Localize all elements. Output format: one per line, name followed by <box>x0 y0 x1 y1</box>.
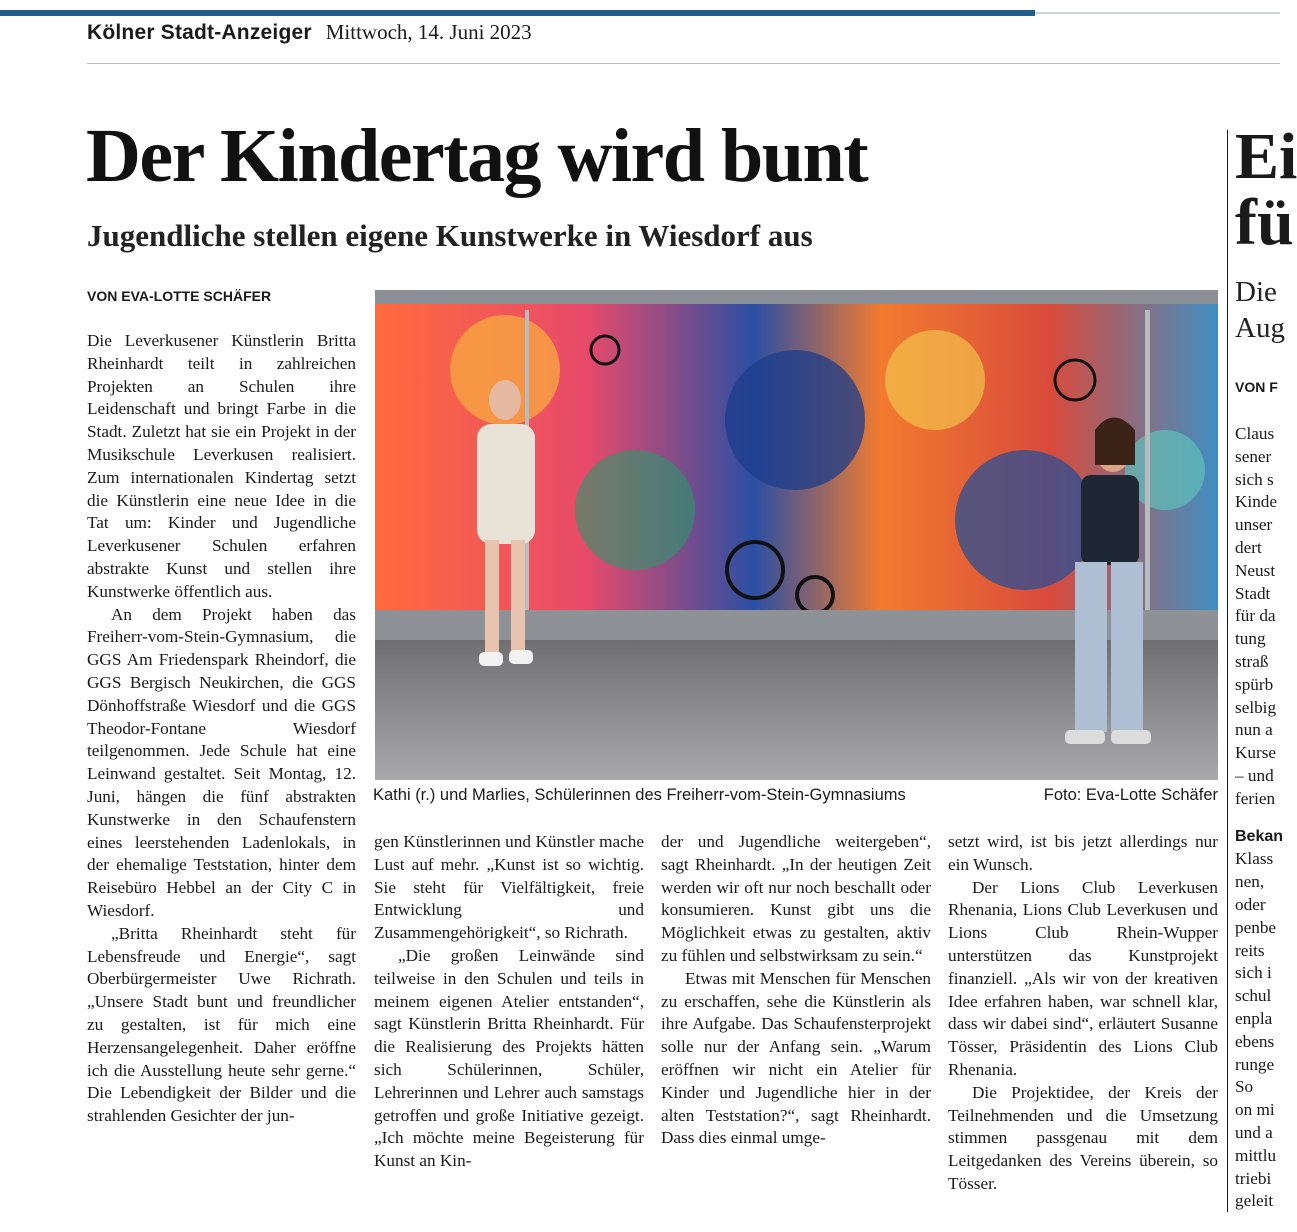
photo-credit: Foto: Eva-Lotte Schäfer <box>1043 786 1218 804</box>
article-column-1 <box>87 330 356 1128</box>
adjacent-body-line: Neust <box>1235 560 1276 580</box>
paragraph: gen Künstlerinnen und Künstler mache Lust auf mehr. „Kunst ist so wichtig. Sie steht für Vielfältigkeit, freie Entwicklung und Zusammengehörigkeit“, so Richrath. <box>374 832 644 943</box>
adjacent-headline-line: fü <box>1235 186 1294 259</box>
adjacent-body-line: spürb <box>1235 674 1274 694</box>
adjacent-spacer <box>1235 811 1280 826</box>
article-column-3 <box>661 831 931 1150</box>
paragraph: „Britta Rheinhardt steht für Lebensfreude und Energie“, sagt Oberbürgermeister Uwe Richrath. „Unsere Stadt bunt und freundlicher zu gestalten, ist für mich eine Herzensangelegenheit. Daher eröffne ich die Ausstellung heute sehr gerne.“ Die Lebendigkeit der Bilder und die strahlenden Gesichter der jun- <box>87 923 356 1126</box>
column-separator <box>1227 130 1228 1212</box>
adjacent-body-line: triebi <box>1235 1168 1272 1188</box>
issue-date: Mittwoch, 14. Juni 2023 <box>325 20 532 44</box>
paragraph: Der Lions Club Leverkusen Rhenania, Lions Club Leverkusen und Lions Club Rhein-Wupper unterstützen das Kunstprojekt finanziell. „Als wir von der kreativen Idee erfahren haben, war schnell klar, dass wir dabei sind“, erläutert Susanne Tösser, Präsidentin des Lions Club Rhenania. <box>948 877 1218 1079</box>
adjacent-deck <box>1235 274 1285 346</box>
article-headline: Der Kindertag wird bunt <box>86 114 868 198</box>
adjacent-headline <box>1235 120 1297 259</box>
paragraph: „Die großen Leinwände sind teilweise in den Schulen und teils in meinem eigenen Atelier entstanden“, sagt Künstlerin Britta Rheinhardt. Für die Realisierung des Projekts hätten sich Schülerinnen, Schüler, Lehrerinnen und Lehrer auch samstags getroffen und große Initiative gezeigt. „Ich möchte meine Begeisterung für Kunst an Kin- <box>374 945 644 1171</box>
photo-caption: Kathi (r.) und Marlies, Schülerinnen des Freiherr-vom-Stein-Gymnasiums <box>373 786 906 804</box>
masthead <box>87 20 532 50</box>
adjacent-body <box>1235 423 1284 1213</box>
adjacent-body-line: mittlu <box>1235 1145 1277 1165</box>
adjacent-body-line: – und <box>1235 765 1274 785</box>
adjacent-body-line: reits <box>1235 940 1265 960</box>
adjacent-body-line: on mi <box>1235 1100 1275 1120</box>
article-column-2 <box>374 831 644 1173</box>
adjacent-body-line: ebens <box>1235 1031 1275 1051</box>
adjacent-body-line: sich s <box>1235 469 1274 489</box>
adjacent-body-line: Klass <box>1235 849 1274 869</box>
adjacent-body-line: schul <box>1235 986 1272 1006</box>
adjacent-body-line: sener <box>1235 446 1272 466</box>
adjacent-body-line: selbig <box>1235 697 1277 717</box>
article-photo <box>375 290 1218 780</box>
paragraph: der und Jugendliche weitergeben“, sagt Rheinhardt. „In der heutigen Zeit werden wir oft nur noch beschallt oder konsumieren. Kunst gibt uns die Möglichkeit etwas zu gestalten, aktiv zu fühlen und selbstwirksam zu sein.“ <box>661 832 931 965</box>
adjacent-body-line: für da <box>1235 606 1276 626</box>
paragraph: Die Projektidee, der Kreis der Teilnehmenden und die Umsetzung stimmen passgenau mit dem Leitgedanken des Vereins überein, so Tösser. <box>948 1082 1218 1193</box>
adjacent-body-line: tung <box>1235 629 1266 649</box>
adjacent-body-line: Claus <box>1235 424 1275 443</box>
adjacent-body-line: unser <box>1235 515 1273 535</box>
article-subheadline: Jugendliche stellen eigene Kunstwerke in Wiesdorf aus <box>87 218 813 253</box>
paragraph: An dem Projekt haben das Freiherr-vom-Stein-Gymnasium, die GGS Am Friedenspark Rheindorf, die GGS Bergisch Neukirchen, die GGS Dönhoffstraße Wiesdorf und die GGS Theodor-Fontane Wiesdorf teilgenommen. Jede Schule hat eine Leinwand gestaltet. Seit Montag, 12. Juni, hängen die fünf abstrakten Kunstwerke in den Schaufenstern eines leerstehenden Ladenlokals, in der ehemalige Teststation, hinter dem Reisebüro Hebbel an der City C in Wiesdorf. <box>87 604 356 920</box>
adjacent-body-line: straß <box>1235 651 1269 671</box>
adjacent-body-line: und a <box>1235 1122 1273 1142</box>
adjacent-deck-line: Aug <box>1235 312 1285 344</box>
adjacent-body-line: runge <box>1235 1054 1275 1074</box>
adjacent-byline: VON F <box>1235 379 1278 395</box>
article-column-4 <box>948 831 1218 1196</box>
mural-photo-illustration <box>375 290 1218 780</box>
adjacent-headline-line: Ei <box>1235 120 1297 193</box>
adjacent-body-line: ferien <box>1235 788 1276 808</box>
photo-caption-row <box>373 786 1218 805</box>
adjacent-body-line: Kinde <box>1235 492 1278 512</box>
paragraph: Etwas mit Menschen für Menschen zu erschaffen, sehe die Künstlerin als ihre Aufgabe. Das Schaufensterprojekt solle nur der Anfang sein. „Warum eröffnen wir nicht ein Atelier für Kinder und Jugendliche hier in der alten Teststation?“, sagt Rheinhardt. Dass dies einmal umge- <box>661 968 931 1148</box>
adjacent-subhead: Bekan <box>1235 827 1284 845</box>
adjacent-deck-line: Die <box>1235 276 1277 308</box>
adjacent-body-line: Kurse <box>1235 743 1277 763</box>
adjacent-body-line: nen, <box>1235 872 1265 892</box>
masthead-bar <box>0 10 1035 16</box>
adjacent-body-line: nun a <box>1235 720 1273 740</box>
paragraph: Die Leverkusener Künstlerin Britta Rheinhardt teilt in zahlreichen Projekten an Schulen ihre Leidenschaft und bringt Farbe in die Stadt. Zuletzt hat sie ein Projekt in der Musikschule Leverkusen realisiert. Zum internationalen Kindertag setzt die Künstlerin eine neue Idee in die Tat um: Kinder und Jugendliche Leverkusener Schulen erfahren abstrakte Kunst und stellen ihre Kunstwerke öffentlich aus. <box>87 331 356 601</box>
adjacent-body-line: Stadt <box>1235 583 1271 603</box>
adjacent-body-line: dert <box>1235 537 1262 557</box>
adjacent-body-line: enpla <box>1235 1008 1273 1028</box>
adjacent-body-line: penbe <box>1235 917 1277 937</box>
newspaper-name: Kölner Stadt-Anzeiger <box>87 21 312 44</box>
adjacent-body-line: geleit <box>1235 1191 1274 1211</box>
paragraph: setzt wird, ist bis jetzt allerdings nur ein Wunsch. <box>948 832 1218 874</box>
adjacent-body-line: oder <box>1235 894 1266 914</box>
adjacent-body-line: sich i <box>1235 963 1272 983</box>
adjacent-article <box>1235 0 1297 1232</box>
adjacent-body-line: So <box>1235 1077 1254 1097</box>
masthead-rule <box>87 63 1280 64</box>
article-byline: VON EVA-LOTTE SCHÄFER <box>87 288 272 304</box>
